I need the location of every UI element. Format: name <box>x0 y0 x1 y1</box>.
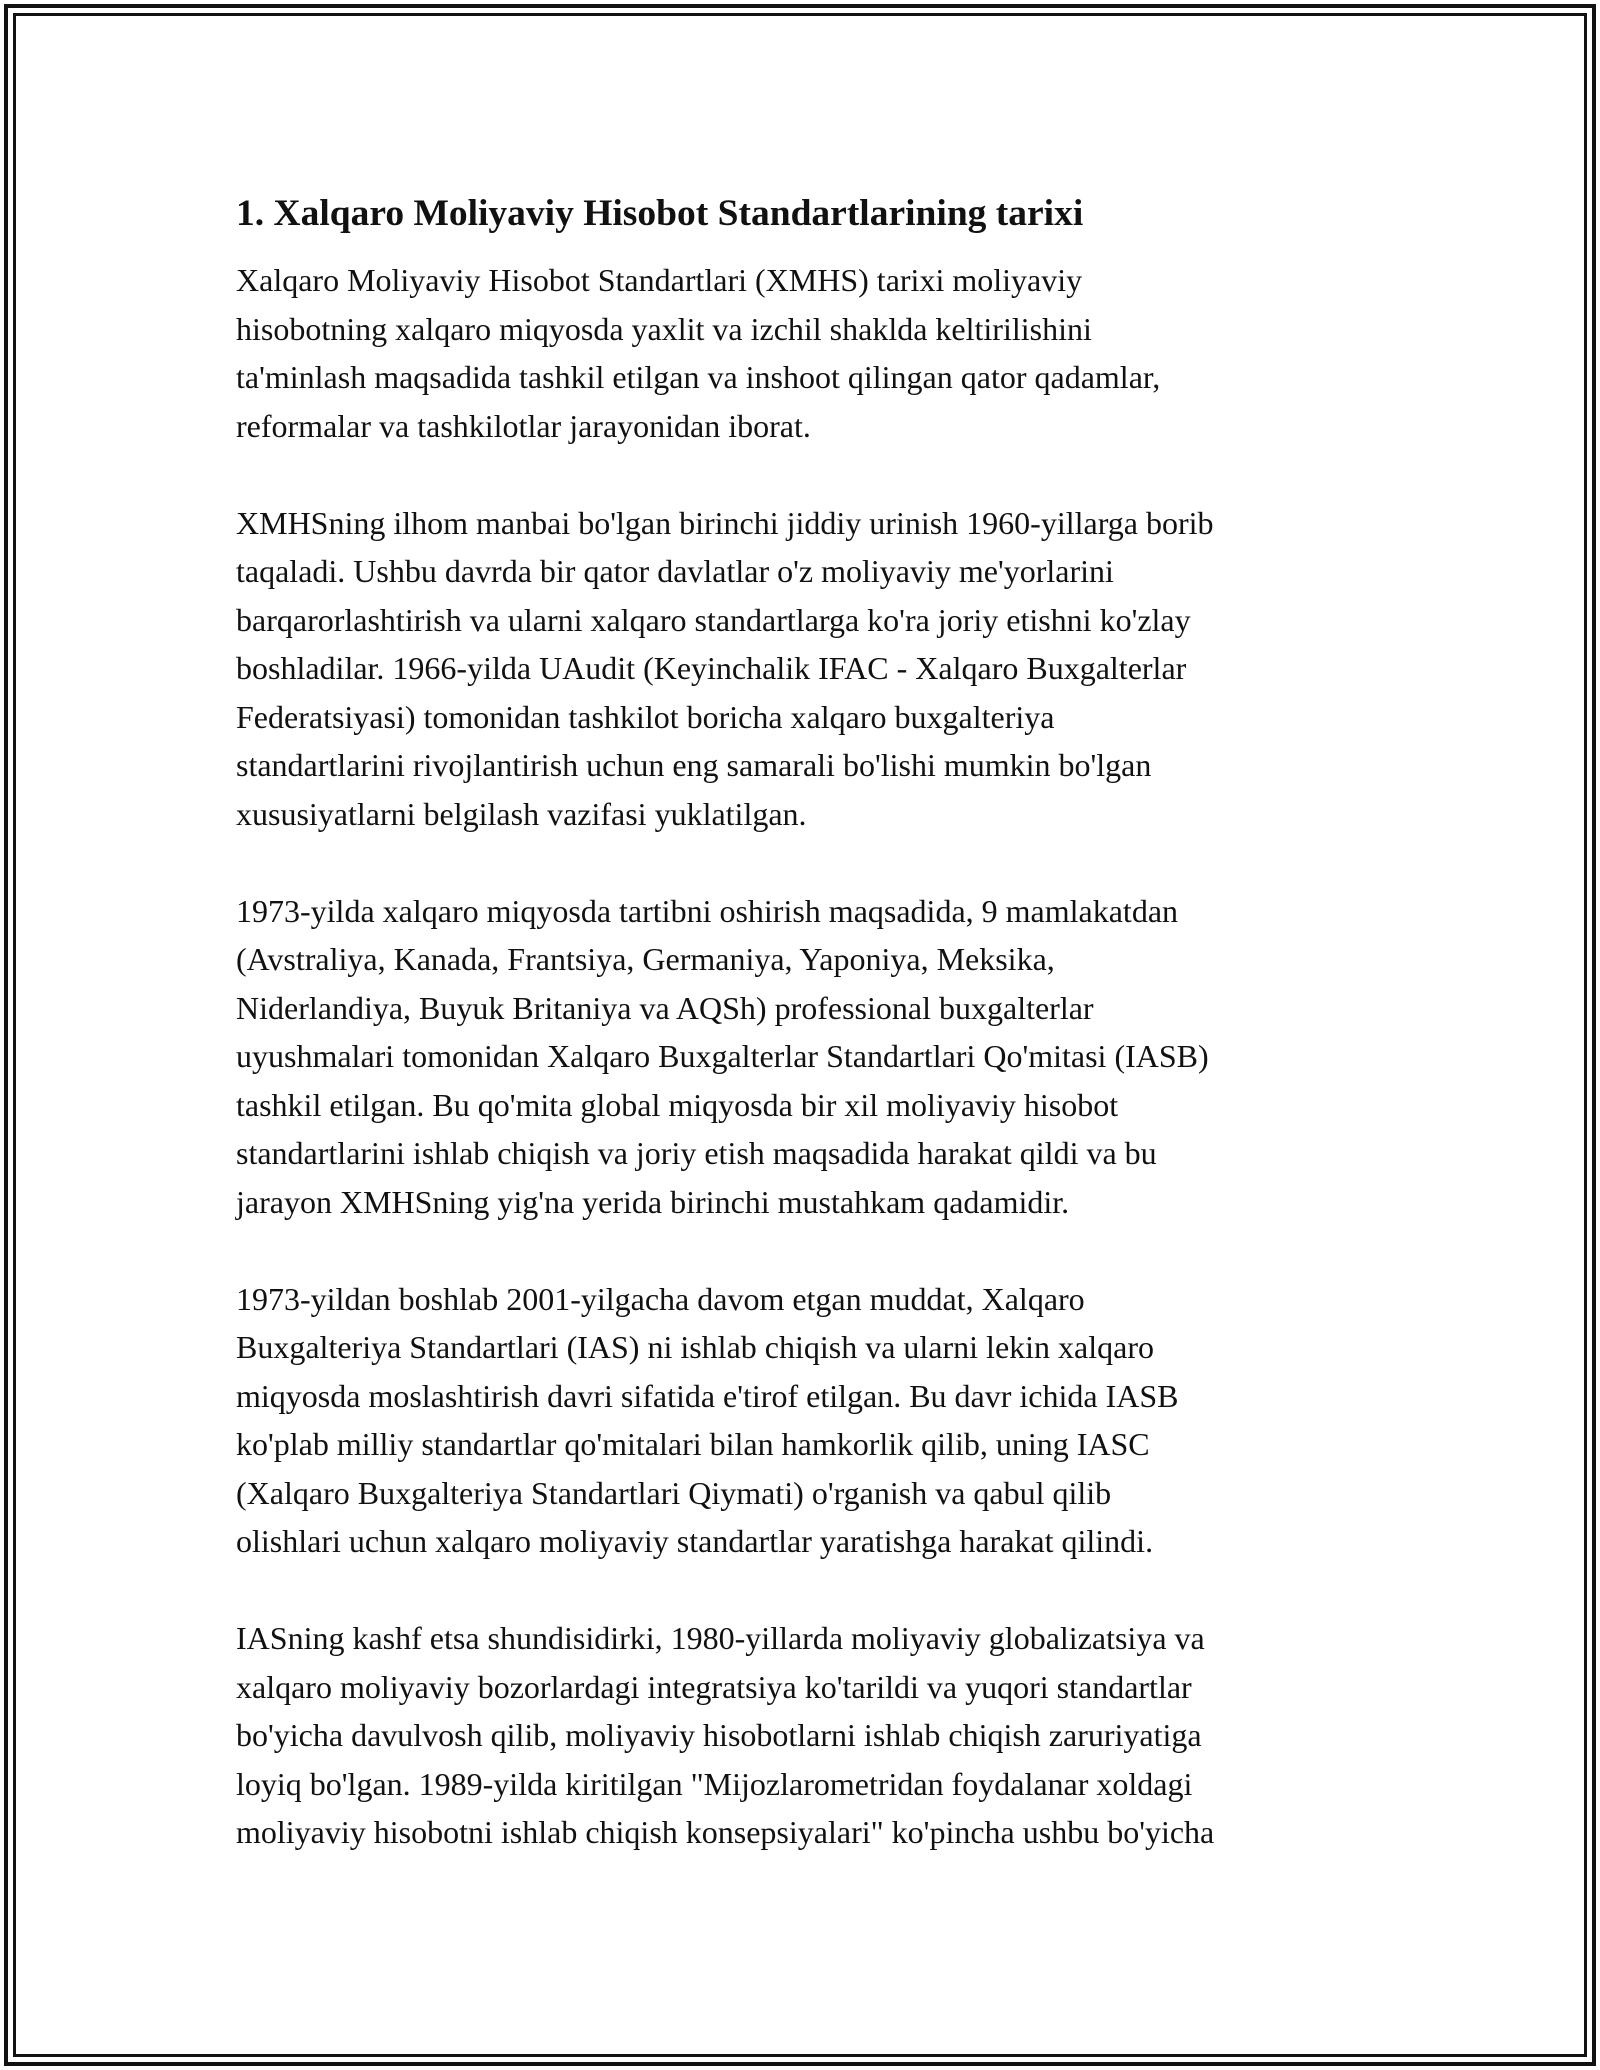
text-line: boshladilar. 1966-yilda UAudit (Keyinchalik IFAC - Xalqaro Buxgalterlar <box>236 650 1187 686</box>
section-heading: 1. Xalqaro Moliyaviy Hisobot Standartlarining tarixi <box>236 193 1084 234</box>
text-line: Buxgalteriya Standartlari (IAS) ni ishlab chiqish va ularni lekin xalqaro <box>236 1329 1154 1365</box>
text-line: barqarorlashtirish va ularni xalqaro standartlarga ko'ra joriy etishni ko'zlay <box>236 601 1191 638</box>
text-line: bo'yicha davulvosh qilib, moliyaviy hisobotlarni ishlab chiqish zaruriyatiga <box>236 1717 1202 1753</box>
text-line: standartlarini rivojlantirish uchun eng samarali bo'lishi mumkin bo'lgan <box>236 747 1152 783</box>
text-line: Federatsiyasi) tomonidan tashkilot boricha xalqaro buxgalteriya <box>236 698 1055 735</box>
text-line: standartlarini ishlab chiqish va joriy etish maqsadida harakat qildi va bu <box>236 1135 1157 1171</box>
paragraph-5 <box>236 1614 1366 1857</box>
text-line: taqaladi. Ushbu davrda bir qator davlatlar o'z moliyaviy me'yorlarini <box>236 553 1114 589</box>
paragraph-1 <box>236 256 1366 450</box>
text-line: tashkil etilgan. Bu qo'mita global miqyosda bir xil moliyaviy hisobot <box>236 1086 1119 1123</box>
text-line: xususiyatlarni belgilash vazifasi yuklatilgan. <box>236 795 807 832</box>
text-line: 1973-yildan boshlab 2001-yilgacha davom etgan muddat, Xalqaro <box>236 1280 1085 1317</box>
text-line: XMHSning ilhom manbai bo'lgan birinchi jiddiy urinish 1960-yillarga borib <box>236 504 1214 541</box>
text-line: ta'minlash maqsadida tashkil etilgan va inshoot qilingan qator qadamlar, <box>236 359 1161 395</box>
text-line: Xalqaro Moliyaviy Hisobot Standartlari (XMHS) tarixi moliyaviy <box>236 262 1083 298</box>
text-line: (Xalqaro Buxgalteriya Standartlari Qiymati) o'rganish va qabul qilib <box>236 1474 1112 1511</box>
text-line: jarayon XMHSning yig'na yerida birinchi mustahkam qadamidir. <box>236 1183 1070 1220</box>
text-line: hisobotning xalqaro miqyosda yaxlit va izchil shaklda keltirilishini <box>236 310 1092 347</box>
text-line: loyiq bo'lgan. 1989-yilda kiritilgan "Mijozlarometridan foydalanar xoldagi <box>236 1765 1193 1802</box>
paragraph-2 <box>236 499 1366 839</box>
text-line: IASning kashf etsa shundisidirki, 1980-yillarda moliyaviy globalizatsiya va <box>236 1620 1205 1656</box>
paragraph-4 <box>236 1275 1366 1566</box>
paragraph-3 <box>236 887 1366 1227</box>
text-line: miqyosda moslashtirish davri sifatida e'tirof etilgan. Bu davr ichida IASB <box>236 1377 1179 1414</box>
document-body <box>236 184 1366 1905</box>
text-line: xalqaro moliyaviy bozorlardagi integratsiya ko'tarildi va yuqori standartlar <box>236 1668 1192 1705</box>
text-line: (Avstraliya, Kanada, Frantsiya, Germaniya, Yaponiya, Meksika, <box>236 941 1055 977</box>
text-line: Niderlandiya, Buyuk Britaniya va AQSh) professional buxgalterlar <box>236 989 1094 1026</box>
text-line: reformalar va tashkilotlar jarayonidan iborat. <box>236 407 811 444</box>
text-line: moliyaviy hisobotni ishlab chiqish konsepsiyalari" ko'pincha ushbu bo'yicha <box>236 1814 1215 1850</box>
text-line: 1973-yilda xalqaro miqyosda tartibni oshirish maqsadida, 9 mamlakatdan <box>236 892 1179 929</box>
text-line: uyushmalari tomonidan Xalqaro Buxgalterlar Standartlari Qo'mitasi (IASB) <box>236 1038 1209 1074</box>
text-line: ko'plab milliy standartlar qo'mitalari bilan hamkorlik qilib, uning IASC <box>236 1426 1150 1462</box>
text-line: olishlari uchun xalqaro moliyaviy standartlar yaratishga harakat qilindi. <box>236 1523 1154 1559</box>
